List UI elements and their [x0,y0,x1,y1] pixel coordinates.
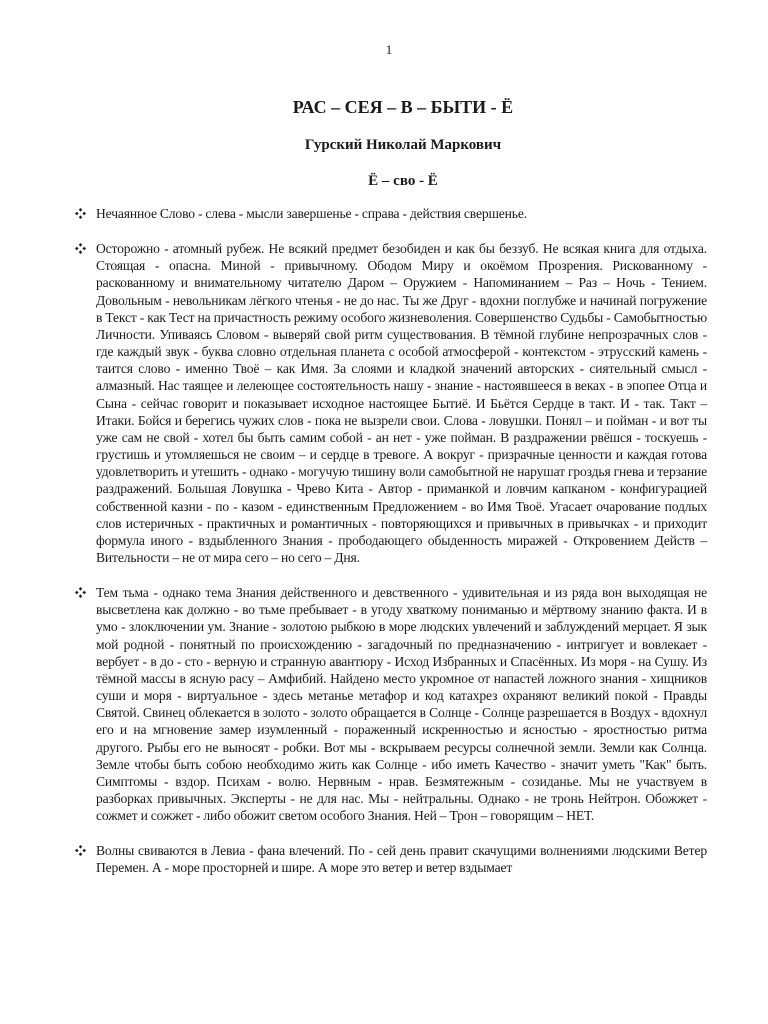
paragraph-text: Нечаянное Слово - слева - мысли завершенье - справа - действия свершенье. [96,206,527,221]
document-title: РАС – СЕЯ – В – БЫТИ - Ё [292,97,514,117]
paragraph-text: Осторожно - атомный рубеж. Не всякий предмет безобиден и как бы беззуб. Не всякая книга для отдыха. Стоящая - опасна. Миной - привычному. Ободом Миру и окоёмом Прозрения. Рискованному - раскованному и внимательному читателю Даром – Оружием - Напоминанием – Раз – Ночь - Тением. Довольным - невольникам лёгкого чтенья - не до нас. Ты же Друг - вдохни поглубже и начинай погружение в Текст - как Тест на причастность режиму особого жизневоления. Совершенство Судьбы - Самобытностью Личности. Упиваясь Словом - выверяй свой ритм существования. В тёмной глубине непрозрачных слов - где каждый звук - буква словно отдельная планета с особой атмосферой - контекстом - этрусский камень - таится слово - именно Твоё – как Имя. За слоями и кладкой значений авторских - сиятельный смысл - алмазный. Нас таящее и лелеющее состоятельность нашу - знание - настоявшееся в веках - в эпопее Отца и Сына - сейчас говорит и показывает исходное настоящее Бытиё. И Бьётся Сердце в такт. И - так. Такт – Итаки. Бойся и берегись чужих слов - пока не вызрели свои. Слова - ловушки. Понял – и пойман - и вот ты уже сам не свой - хотел бы быть самим собой - ан нет - уже пойман. В раздражении рвёшся - тоскуешь - грустишь и утомляешься не своим – и сердце в тревоге. А вокруг - призрачные ценности и каждая готова удовлетворить и утешить - однако - могучую тишину воли самобытной не нарушат гроздья гнева и терзание раздражений. Большая Ловушка - Чрево Кита - Автор - приманкой и ловчим капканом - конфигурацией собственной казни - по - казом - единственным Предложением - во Имя Твоё. Угасает очарование подлых слов истеричных - практичных и романтичных - повторяющихся и привычных в привычках - и приходит формула иного - вздыбленного Знания - прободающего обыденность миражей - Откровением Действ – Вительности – не от мира сего – но сего – Дня. [96,241,707,565]
paragraph-item [75,240,707,566]
four-diamond-bullet-icon [75,845,86,856]
page-number: 1 [385,42,393,57]
four-diamond-bullet-icon [75,208,86,219]
paragraph-item [75,205,707,222]
four-diamond-bullet-icon [75,243,86,254]
paragraph-item [75,842,707,876]
paragraph-list [75,205,707,895]
document-subtitle: Ё – сво - Ё [368,173,438,189]
paragraph-text: Волны свиваются в Левиа - фана влечений. По - сей день правит скачущими волнениями людскими Ветер Перемен. А - море просторней и шире. А море это ветер и ветер вздымает [96,843,707,876]
four-diamond-bullet-icon [75,587,86,598]
author-name: Гурский Николай Маркович [304,137,502,153]
paragraph-text: Тем тьма - однако тема Знания действенного и девственного - удивительная и из ряда вон выходящая не высветлена как должно - во тьме пребывает - в угоду хваткому пониманью и мёртвому знанию факта. И в умо - злоключении ум. Знание - золотою рыбкою в море людских увлечений и заблуждений мерцает. Я зык мой родной - понятный по происхождению - загадочный по предназначению - интригует и вовлекает - вербует - в до - сто - верную и странную авантюру - Исход Избранных и Спасённых. Из моря - на Сушу. Из тёмной массы в ясную расу – Амфибий. Найдено место укромное от напастей ложного знания - хищников суши и моря - виртуальное - здесь метанье метафор и код катахрез охраняют великий покой - Правды Святой. Свинец облекается в золото - золото обращается в Солнце - Солнце разрешается в Воздух - вдохнул его и на мгновение замер изумленный - пораженный искренностью и ясностью - яростностью ритма другого. Рыбы его не выносят - робки. Вот мы - вскрываем ресурсы солнечной земли. Земли как Солнца. Земле чтобы быть собою необходимо жить как Солнце - ибо иметь Качество - значит уметь "Как" быть. Симптомы - вздор. Психам - волю. Нервным - нрав. Безмятежным - созиданье. Мы не участвуем в разборках привычных. Эксперты - не для нас. Мы - нейтральны. Однако - не тронь Нейтрон. Обожжет - сожмет и сожжет - либо обожит светом особого Знания. Ней – Трон – говорящим – НЕТ. [96,585,707,824]
paragraph-item [75,584,707,824]
